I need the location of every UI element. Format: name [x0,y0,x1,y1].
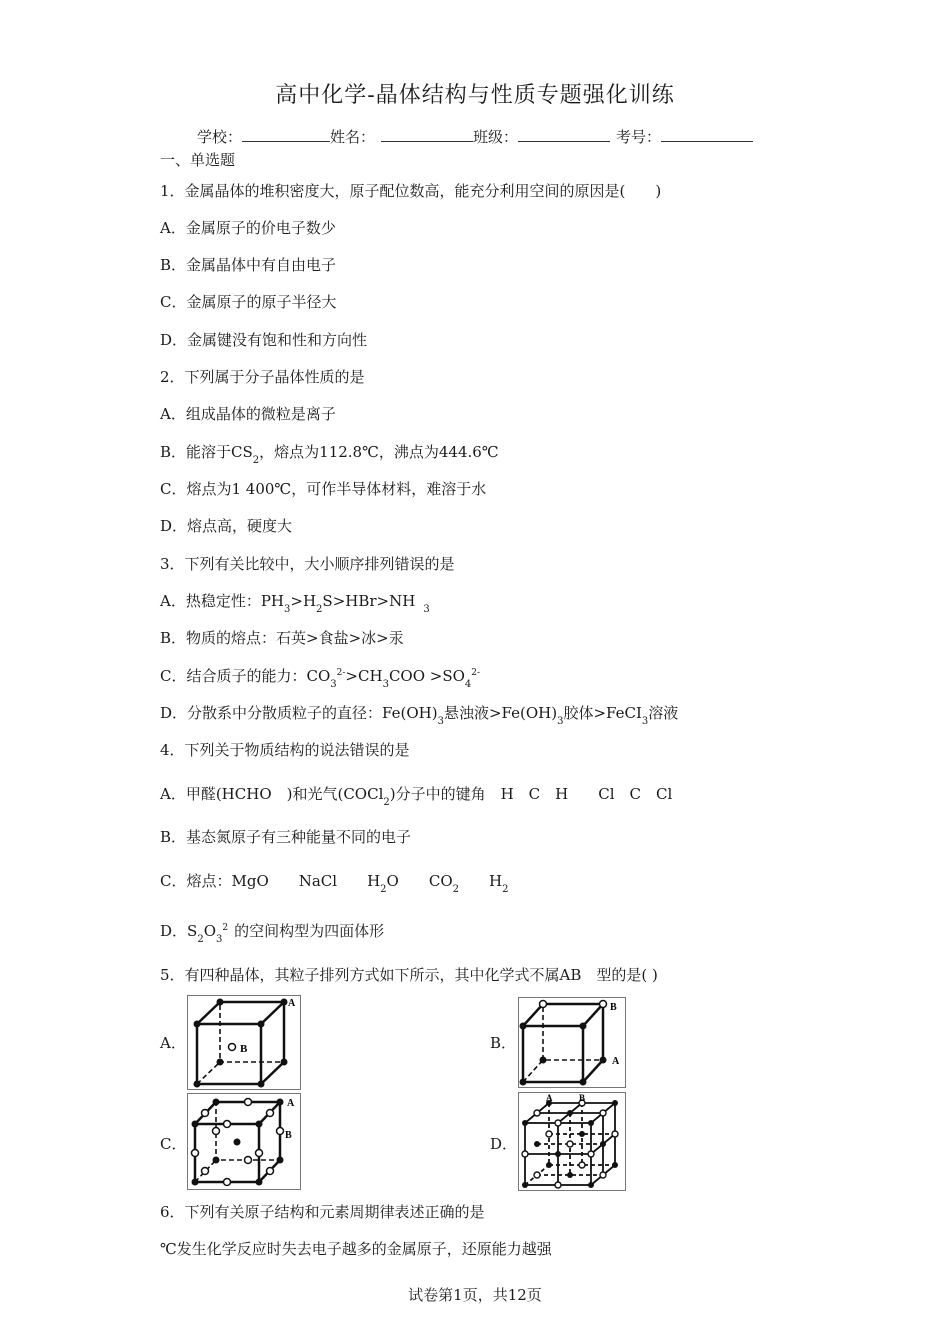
crystal-figure-b [518,997,626,1088]
name-field[interactable] [381,127,473,142]
crystal-figure-a [187,995,301,1090]
fig-b-letter-b: B [610,1002,617,1013]
crystal-figure-d [518,1092,626,1191]
q1-option-b: B．金属晶体中有自由电子 [160,256,337,274]
q3-option-b: B．物质的熔点：石英>食盐>冰>汞 [160,629,404,647]
q2-option-b: B．能溶于$CS_2$，熔点为112.8℃，沸点为444.6℃ [160,443,499,466]
fig-c-letter-b: B [285,1130,292,1141]
q2-option-d: D．熔点高，硬度大 [160,517,293,535]
fig-d-letter-a: A [546,1093,553,1103]
section-heading: 一、单选题 [160,151,236,169]
page-footer: 试卷第1页，共12页 [408,1286,542,1304]
student-info-row [197,127,753,146]
q1-option-a: A．金属原子的价电子数少 [160,219,336,237]
q6-statement: ℃发生化学反应时失去电子越多的金属原子，还原能力越强 [160,1240,552,1258]
exam-no-label: 考号： [616,128,662,146]
question-3-stem: 3．下列有关比较中，大小顺序排列错误的是 [160,555,455,573]
school-label: 学校： [197,128,243,146]
fig-c-letter-a: A [287,1098,295,1109]
q3-option-c: C．结合质子的能力：$CO_3^{2-}>CH_3COO >SO_4^{2-}$ [160,667,481,690]
q4-option-d: D．$S_2O_3^2$ 的空间构型为四面体形 [160,922,385,945]
q1-option-d: D．金属键没有饱和性和方向性 [160,331,368,349]
class-field[interactable] [518,127,610,142]
q2-option-c: C．熔点为1 400℃，可作半导体材料，难溶于水 [160,480,487,498]
q1-option-c: C．金属原子的原子半径大 [160,293,337,311]
q3-option-d: D．分散系中分散质粒子的直径：$Fe(OH)_3$悬浊液$>Fe(OH)_3$胶体>FeCI$_3$溶液 [160,704,679,727]
question-4-stem: 4．下列关于物质结构的说法错误的是 [160,741,410,759]
fig-b-letter-a: A [612,1056,620,1067]
exam-no-field[interactable] [661,127,753,142]
q4-option-c: C．熔点：MgO NaCl $H_2O$ $CO_2$ $H_2$ [160,872,509,895]
class-label: 班级： [473,128,519,146]
q2-option-a: A．组成晶体的微粒是离子 [160,405,336,423]
question-1-stem: 1．金属晶体的堆积密度大，原子配位数高，能充分利用空间的原因是( ) [160,182,662,200]
question-2-stem: 2．下列属于分子晶体性质的是 [160,368,365,386]
fig-a-letter-b: B [240,1043,248,1055]
question-5-stem: 5．有四种晶体，其粒子排列方式如下所示，其中化学式不属AB 型的是( ) [160,966,658,984]
question-6-stem: 6．下列有关原子结构和元素周期律表述正确的是 [160,1203,485,1221]
fig-d-letter-b: B [579,1093,586,1103]
q5-option-c-label: C． [160,1135,187,1153]
q3-option-a: A．热稳定性：$PH_3>H_2S>HBr>NH$ $_3$ [160,592,430,615]
q5-option-a-label: A． [160,1034,186,1052]
page-title: 高中化学-晶体结构与性质专题强化训练 [275,83,675,108]
school-field[interactable] [242,127,330,142]
q5-option-b-label: B． [490,1034,517,1052]
crystal-figure-c [187,1093,301,1190]
q4-option-b: B．基态氮原子有三种能量不同的电子 [160,828,412,846]
q5-option-d-label: D． [490,1135,518,1153]
name-label: 姓名： [330,128,376,146]
fig-a-letter-a: A [288,998,296,1009]
q4-option-a: A．甲醛(HCHO )和光气(COCl$_2$)分子中的键角 H C H Cl C Cl [160,785,673,808]
